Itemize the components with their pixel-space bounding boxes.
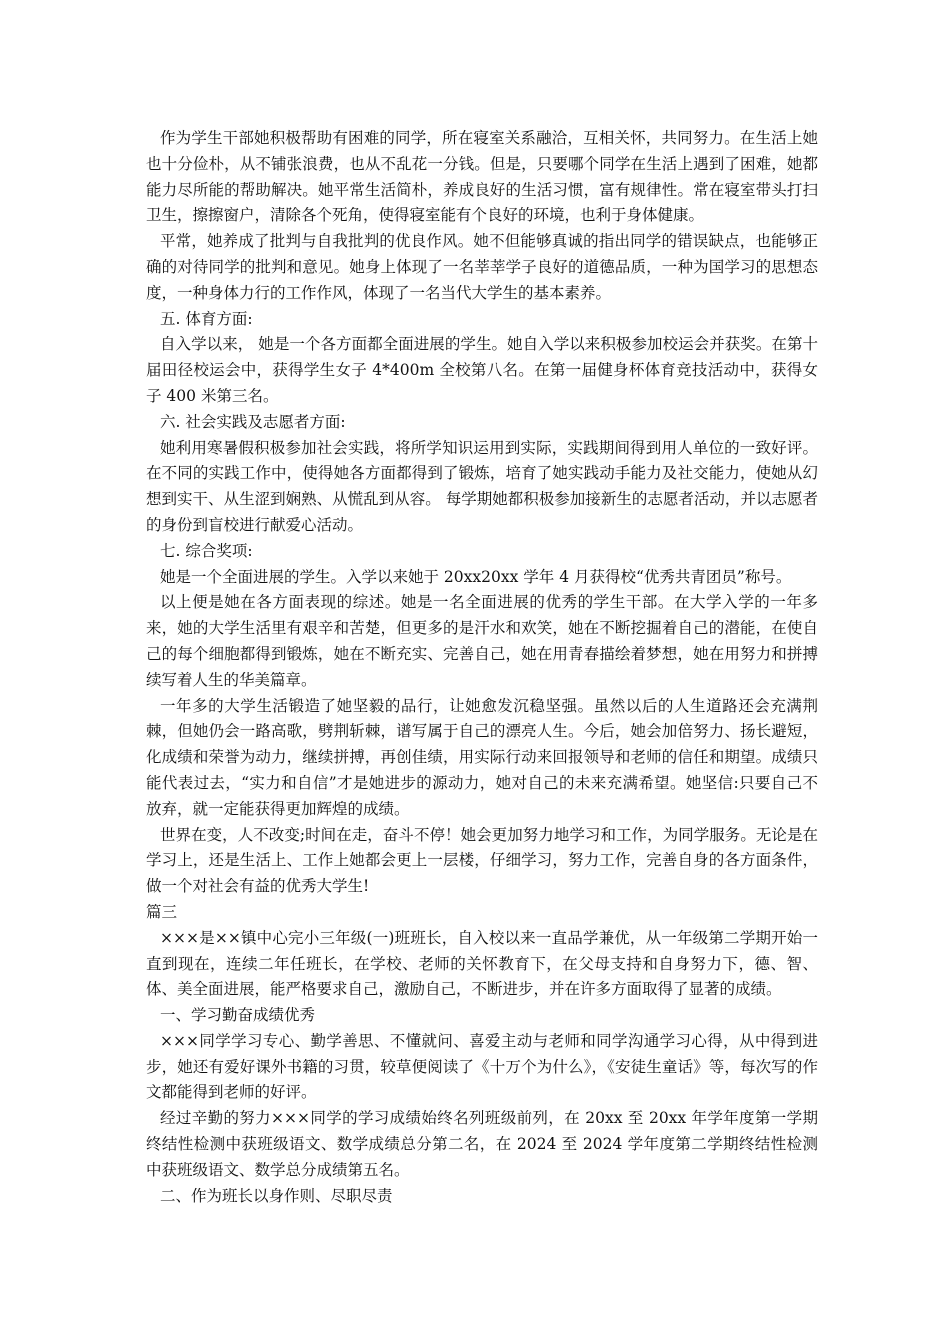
paragraph: ×××是××镇中心完小三年级(一)班班长，自入校以来一直品学兼优，从一年级第二学期开始一直到现在，连续二年任班长，在学校、老师的关怀教育下，在父母支持和自身努力下，德、智、体、美全面进展，能严格要求自己，激励自己，不断进步，并在许多方面取得了显著的成绩。 [146, 928, 818, 999]
section-heading: 二、作为班长以身作则、尽职尽责 [160, 1186, 393, 1205]
paragraph: 世界在变，人不改变;时间在走，奋斗不停！她会更加努力地学习和工作，为同学服务。无论是在学习上，还是生活上、工作上她都会更上一层楼，仔细学习，努力工作，完善自身的各方面条件，做一个对社会有益的优秀大学生! [146, 825, 818, 896]
paragraph: 自入学以来， 她是一个各方面都全面进展的学生。她自入学以来积极参加校运会并获奖。在第十届田径校运会中，获得学生女子 4*400m 全校第八名。在第一届健身杯体育竞技活动中，获得女子 400 米第三名。 [146, 335, 818, 405]
paragraph: 平常，她养成了批判与自我批判的优良作风。她不但能够真诚的指出同学的错误缺点，也能够正确的对待同学的批判和意见。她身上体现了一名莘莘学子良好的道德品质，一种为国学习的思想态度，一种身体力行的工作作风，体现了一名当代大学生的基本素养。 [146, 232, 818, 302]
paragraph: ×××同学学习专心、勤学善思、不懂就问、喜爱主动与老师和同学沟通学习心得，从中得到进步，她还有爱好课外书籍的习贯，较草便阅读了《十万个为什么》，《安徒生童话》等，每次写的作文都能得到老师的好评。 [146, 1031, 818, 1102]
section-heading: 六. 社会实践及志愿者方面: [160, 412, 346, 431]
paragraph: 以上便是她在各方面表现的综述。她是一名全面进展的优秀的学生干部。在大学入学的一年多来，她的大学生活里有艰辛和苦楚，但更多的是汗水和欢笑，她在不断挖掘着自己的潜能，在使自己的每个细胞都得到锻炼，她在不断充实、完善自己，她在用青春描绘着梦想，她在用努力和拼搏续写着人生的华美篇章。 [146, 593, 818, 689]
paragraph: 她利用寒暑假积极参加社会实践，将所学知识运用到实际，实践期间得到用人单位的一致好评。在不同的实践工作中，使得她各方面都得到了锻炼，培育了她实践动手能力及社交能力，使她从幻想到实干、从生涩到娴熟、从慌乱到从容。 每学期她都积极参加接新生的志愿者活动，并以志愿者的身份到盲校进行献爱心活动。 [146, 438, 818, 534]
paragraph: 经过辛勤的努力×××同学的学习成绩始终名列班级前列，在 20xx 至 20xx 年学年度第一学期终结性检测中获班级语文、数学成绩总分第二名，在 2024 至 2024 学年度第二学期终结性检测中获班级语文、数学总分成绩第五名。 [146, 1109, 818, 1179]
document-body [146, 126, 818, 1209]
section-heading: 七. 综合奖项: [160, 541, 253, 560]
paragraph: 作为学生干部她积极帮助有困难的同学，所在寝室关系融洽，互相关怀，共同努力。在生活上她也十分俭朴，从不铺张浪费，也从不乱花一分钱。但是，只要哪个同学在生活上遇到了困难，她都能力尽所能的帮助解决。她平常生活简朴，养成良好的生活习惯，富有规律性。常在寝室带头打扫卫生，擦擦窗户，清除各个死角，使得寝室能有个良好的环境，也利于身体健康。 [146, 129, 818, 225]
part-title: 篇三 [146, 902, 178, 921]
section-heading: 五. 体育方面: [160, 309, 253, 328]
paragraph: 一年多的大学生活锻造了她坚毅的品行，让她愈发沉稳坚强。虽然以后的人生道路还会充满荆棘，但她仍会一路高歌，劈荆斩棘，谱写属于自己的漂亮人生。今后，她会加倍努力、扬长避短，化成绩和荣誉为动力，继续拼搏，再创佳绩，用实际行动来回报领导和老师的信任和期望。成绩只能代表过去，“实力和自信”才是她进步的源动力，她对自己的未来充满希望。她坚信:只要自己不放弃，就一定能获得更加辉煌的成绩。 [146, 696, 818, 818]
section-heading: 一、学习勤奋成绩优秀 [160, 1006, 316, 1025]
paragraph: 她是一个全面进展的学生。入学以来她于 20xx20xx 学年 4 月获得校“优秀共青团员”称号。 [160, 567, 792, 586]
